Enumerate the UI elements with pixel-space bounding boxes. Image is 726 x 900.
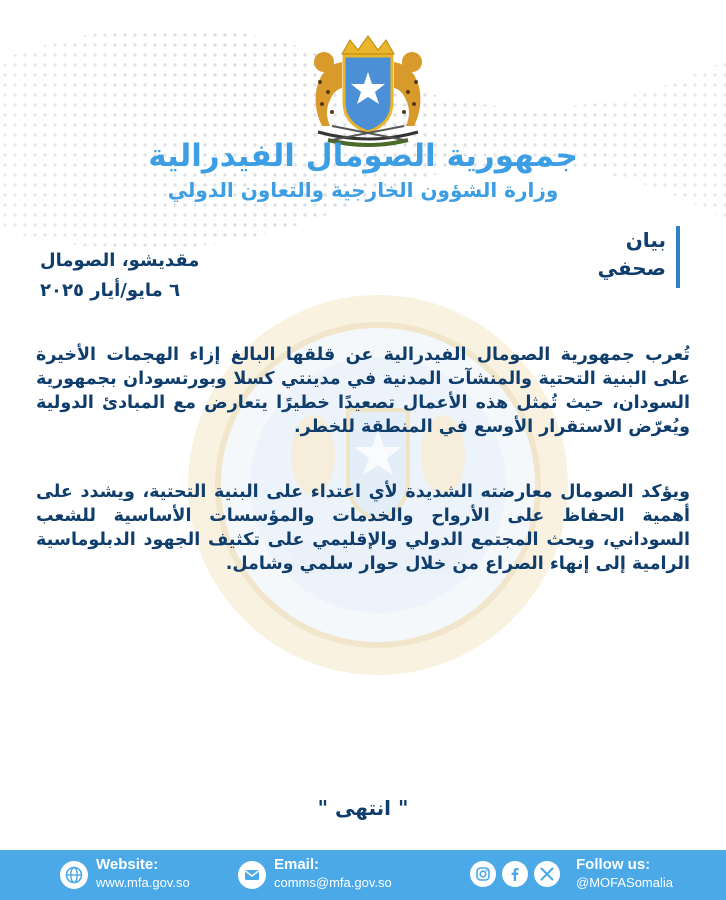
country-title: جمهورية الصومال الفيدرالية [148, 138, 578, 174]
location-date-block [40, 246, 340, 306]
website-link[interactable]: www.mfa.gov.so [96, 875, 190, 890]
end-mark: " انتهى " [317, 796, 409, 820]
instagram-icon[interactable] [470, 861, 496, 887]
x-icon[interactable] [534, 861, 560, 887]
statement-label-line2: صحفي [597, 256, 666, 280]
email-label: Email: [274, 856, 320, 873]
somalia-coat-of-arms-logo [298, 32, 438, 150]
statement-label-line1: بيان [625, 228, 666, 252]
location-text: مقديشو، الصومال [40, 250, 200, 271]
body-paragraph-1: تُعرب جمهورية الصومال الفيدرالية عن قلقها البالغ إزاء الهجمات الأخيرة على البنية التحتية والمنشآت المدنية في مدينتي كسلا وبورتسودان بجمهورية السودان، حيث تُمثل هذه الأعمال تصعيدًا خطيرًا يتعارض مع المبادئ الدولية ويُعرّض الاستقرار الأوسع في المنطقة للخطر. [36, 345, 690, 437]
date-text: ٦ مايو/أيار ٢٠٢٥ [40, 280, 181, 301]
globe-icon [60, 861, 88, 889]
statement-label [570, 226, 680, 288]
follow-label: Follow us: [576, 856, 651, 873]
envelope-icon [238, 861, 266, 889]
contact-footer [0, 850, 726, 900]
website-label: Website: [96, 856, 159, 873]
body-paragraph-2: ويؤكد الصومال معارضته الشديدة لأي اعتداء على البنية التحتية، ويشدد على أهمية الحفاظ على الأرواح والخدمات والمؤسسات الأساسية للشعب السوداني، ويحث المجتمع الدولي والإقليمي على تكثيف الجهود الدبلوماسية الرامية إلى إنهاء الصراع من خلال حوار سلمي وشامل. [36, 482, 690, 574]
email-link[interactable]: comms@mfa.gov.so [274, 875, 392, 890]
social-handle[interactable]: @MOFASomalia [576, 875, 673, 890]
facebook-icon[interactable] [502, 861, 528, 887]
ministry-title: وزارة الشؤون الخارجية والتعاون الدولي [167, 178, 559, 202]
